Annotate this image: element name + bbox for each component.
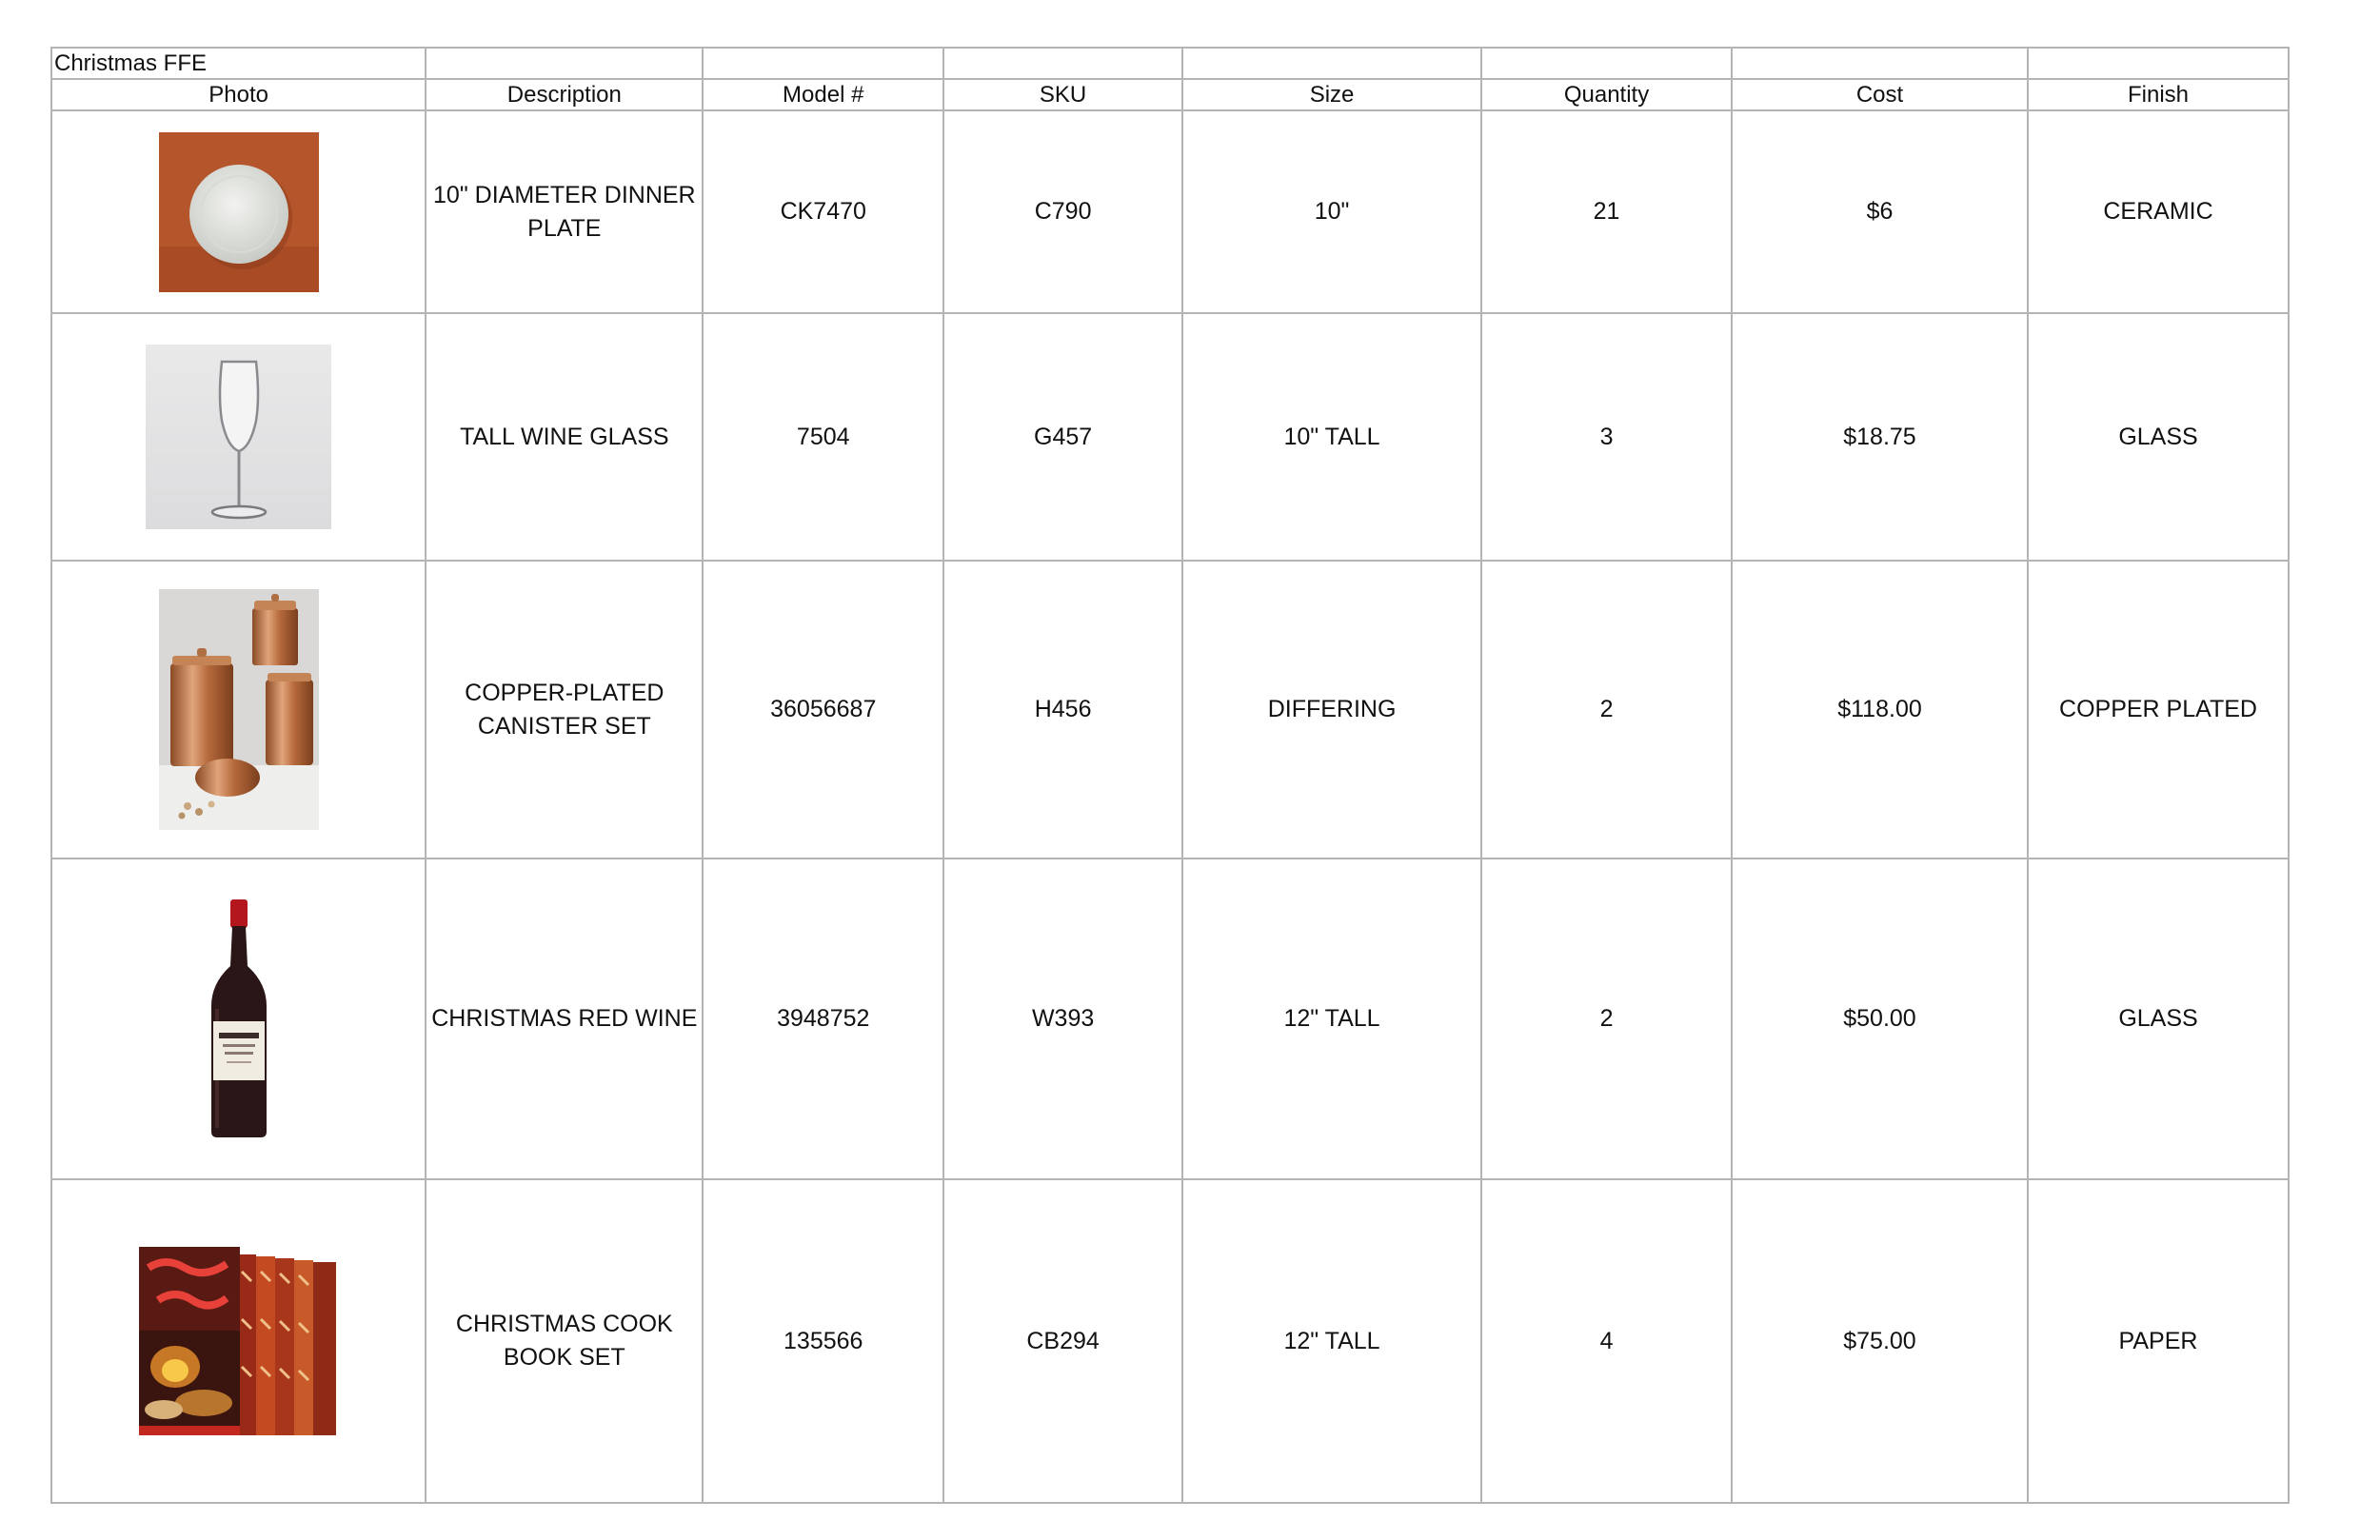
header-model[interactable]: Model #	[703, 79, 943, 110]
table-row	[51, 1179, 2289, 1503]
description-cell[interactable]: COPPER-PLATED CANISTER SET	[426, 561, 703, 859]
dinner-plate-photo	[159, 132, 319, 292]
finish-cell[interactable]: PAPER	[2028, 1179, 2289, 1503]
photo-cell[interactable]	[51, 1179, 426, 1503]
header-sku[interactable]: SKU	[943, 79, 1182, 110]
header-size[interactable]: Size	[1182, 79, 1481, 110]
cost-cell[interactable]: $18.75	[1732, 313, 2028, 561]
empty-cell[interactable]	[703, 48, 943, 79]
empty-cell[interactable]	[1481, 48, 1732, 79]
description-cell[interactable]: CHRISTMAS COOK BOOK SET	[426, 1179, 703, 1503]
sku-cell[interactable]: C790	[943, 110, 1182, 313]
quantity-cell[interactable]: 4	[1481, 1179, 1732, 1503]
table-row	[51, 313, 2289, 561]
description-cell[interactable]: TALL WINE GLASS	[426, 313, 703, 561]
cost-cell[interactable]: $50.00	[1732, 859, 2028, 1179]
finish-cell[interactable]: COPPER PLATED	[2028, 561, 2289, 859]
quantity-cell[interactable]: 3	[1481, 313, 1732, 561]
quantity-cell[interactable]: 21	[1481, 110, 1732, 313]
cost-cell[interactable]: $75.00	[1732, 1179, 2028, 1503]
red-wine-bottle-photo	[206, 899, 272, 1139]
photo-cell[interactable]	[51, 313, 426, 561]
sku-cell[interactable]: G457	[943, 313, 1182, 561]
description-cell[interactable]: CHRISTMAS RED WINE	[426, 859, 703, 1179]
table-row	[51, 859, 2289, 1179]
quantity-cell[interactable]: 2	[1481, 859, 1732, 1179]
cost-cell[interactable]: $6	[1732, 110, 2028, 313]
model-cell[interactable]: CK7470	[703, 110, 943, 313]
header-cost[interactable]: Cost	[1732, 79, 2028, 110]
title-row	[51, 48, 2289, 79]
model-cell[interactable]: 3948752	[703, 859, 943, 1179]
model-cell[interactable]: 36056687	[703, 561, 943, 859]
header-finish[interactable]: Finish	[2028, 79, 2289, 110]
model-cell[interactable]: 7504	[703, 313, 943, 561]
photo-cell[interactable]	[51, 561, 426, 859]
finish-cell[interactable]: GLASS	[2028, 859, 2289, 1179]
size-cell[interactable]: 10"	[1182, 110, 1481, 313]
header-photo[interactable]: Photo	[51, 79, 426, 110]
copper-canister-photo	[159, 589, 319, 830]
sheet-title[interactable]: Christmas FFE	[51, 48, 426, 79]
sku-cell[interactable]: H456	[943, 561, 1182, 859]
empty-cell[interactable]	[1732, 48, 2028, 79]
sku-cell[interactable]: CB294	[943, 1179, 1182, 1503]
size-cell[interactable]: 10" TALL	[1182, 313, 1481, 561]
header-description[interactable]: Description	[426, 79, 703, 110]
empty-cell[interactable]	[426, 48, 703, 79]
finish-cell[interactable]: CERAMIC	[2028, 110, 2289, 313]
size-cell[interactable]: 12" TALL	[1182, 859, 1481, 1179]
header-row	[51, 79, 2289, 110]
size-cell[interactable]: DIFFERING	[1182, 561, 1481, 859]
model-cell[interactable]: 135566	[703, 1179, 943, 1503]
empty-cell[interactable]	[1182, 48, 1481, 79]
empty-cell[interactable]	[943, 48, 1182, 79]
ffe-table	[50, 47, 2290, 1504]
finish-cell[interactable]: GLASS	[2028, 313, 2289, 561]
size-cell[interactable]: 12" TALL	[1182, 1179, 1481, 1503]
photo-cell[interactable]	[51, 859, 426, 1179]
table-row	[51, 561, 2289, 859]
table-row	[51, 110, 2289, 313]
sku-cell[interactable]: W393	[943, 859, 1182, 1179]
header-quantity[interactable]: Quantity	[1481, 79, 1732, 110]
description-cell[interactable]: 10" DIAMETER DINNER PLATE	[426, 110, 703, 313]
cost-cell[interactable]: $118.00	[1732, 561, 2028, 859]
quantity-cell[interactable]: 2	[1481, 561, 1732, 859]
wine-glass-photo	[146, 345, 331, 529]
photo-cell[interactable]	[51, 110, 426, 313]
spreadsheet	[50, 47, 2290, 1504]
empty-cell[interactable]	[2028, 48, 2289, 79]
cookbook-set-photo	[137, 1243, 341, 1440]
